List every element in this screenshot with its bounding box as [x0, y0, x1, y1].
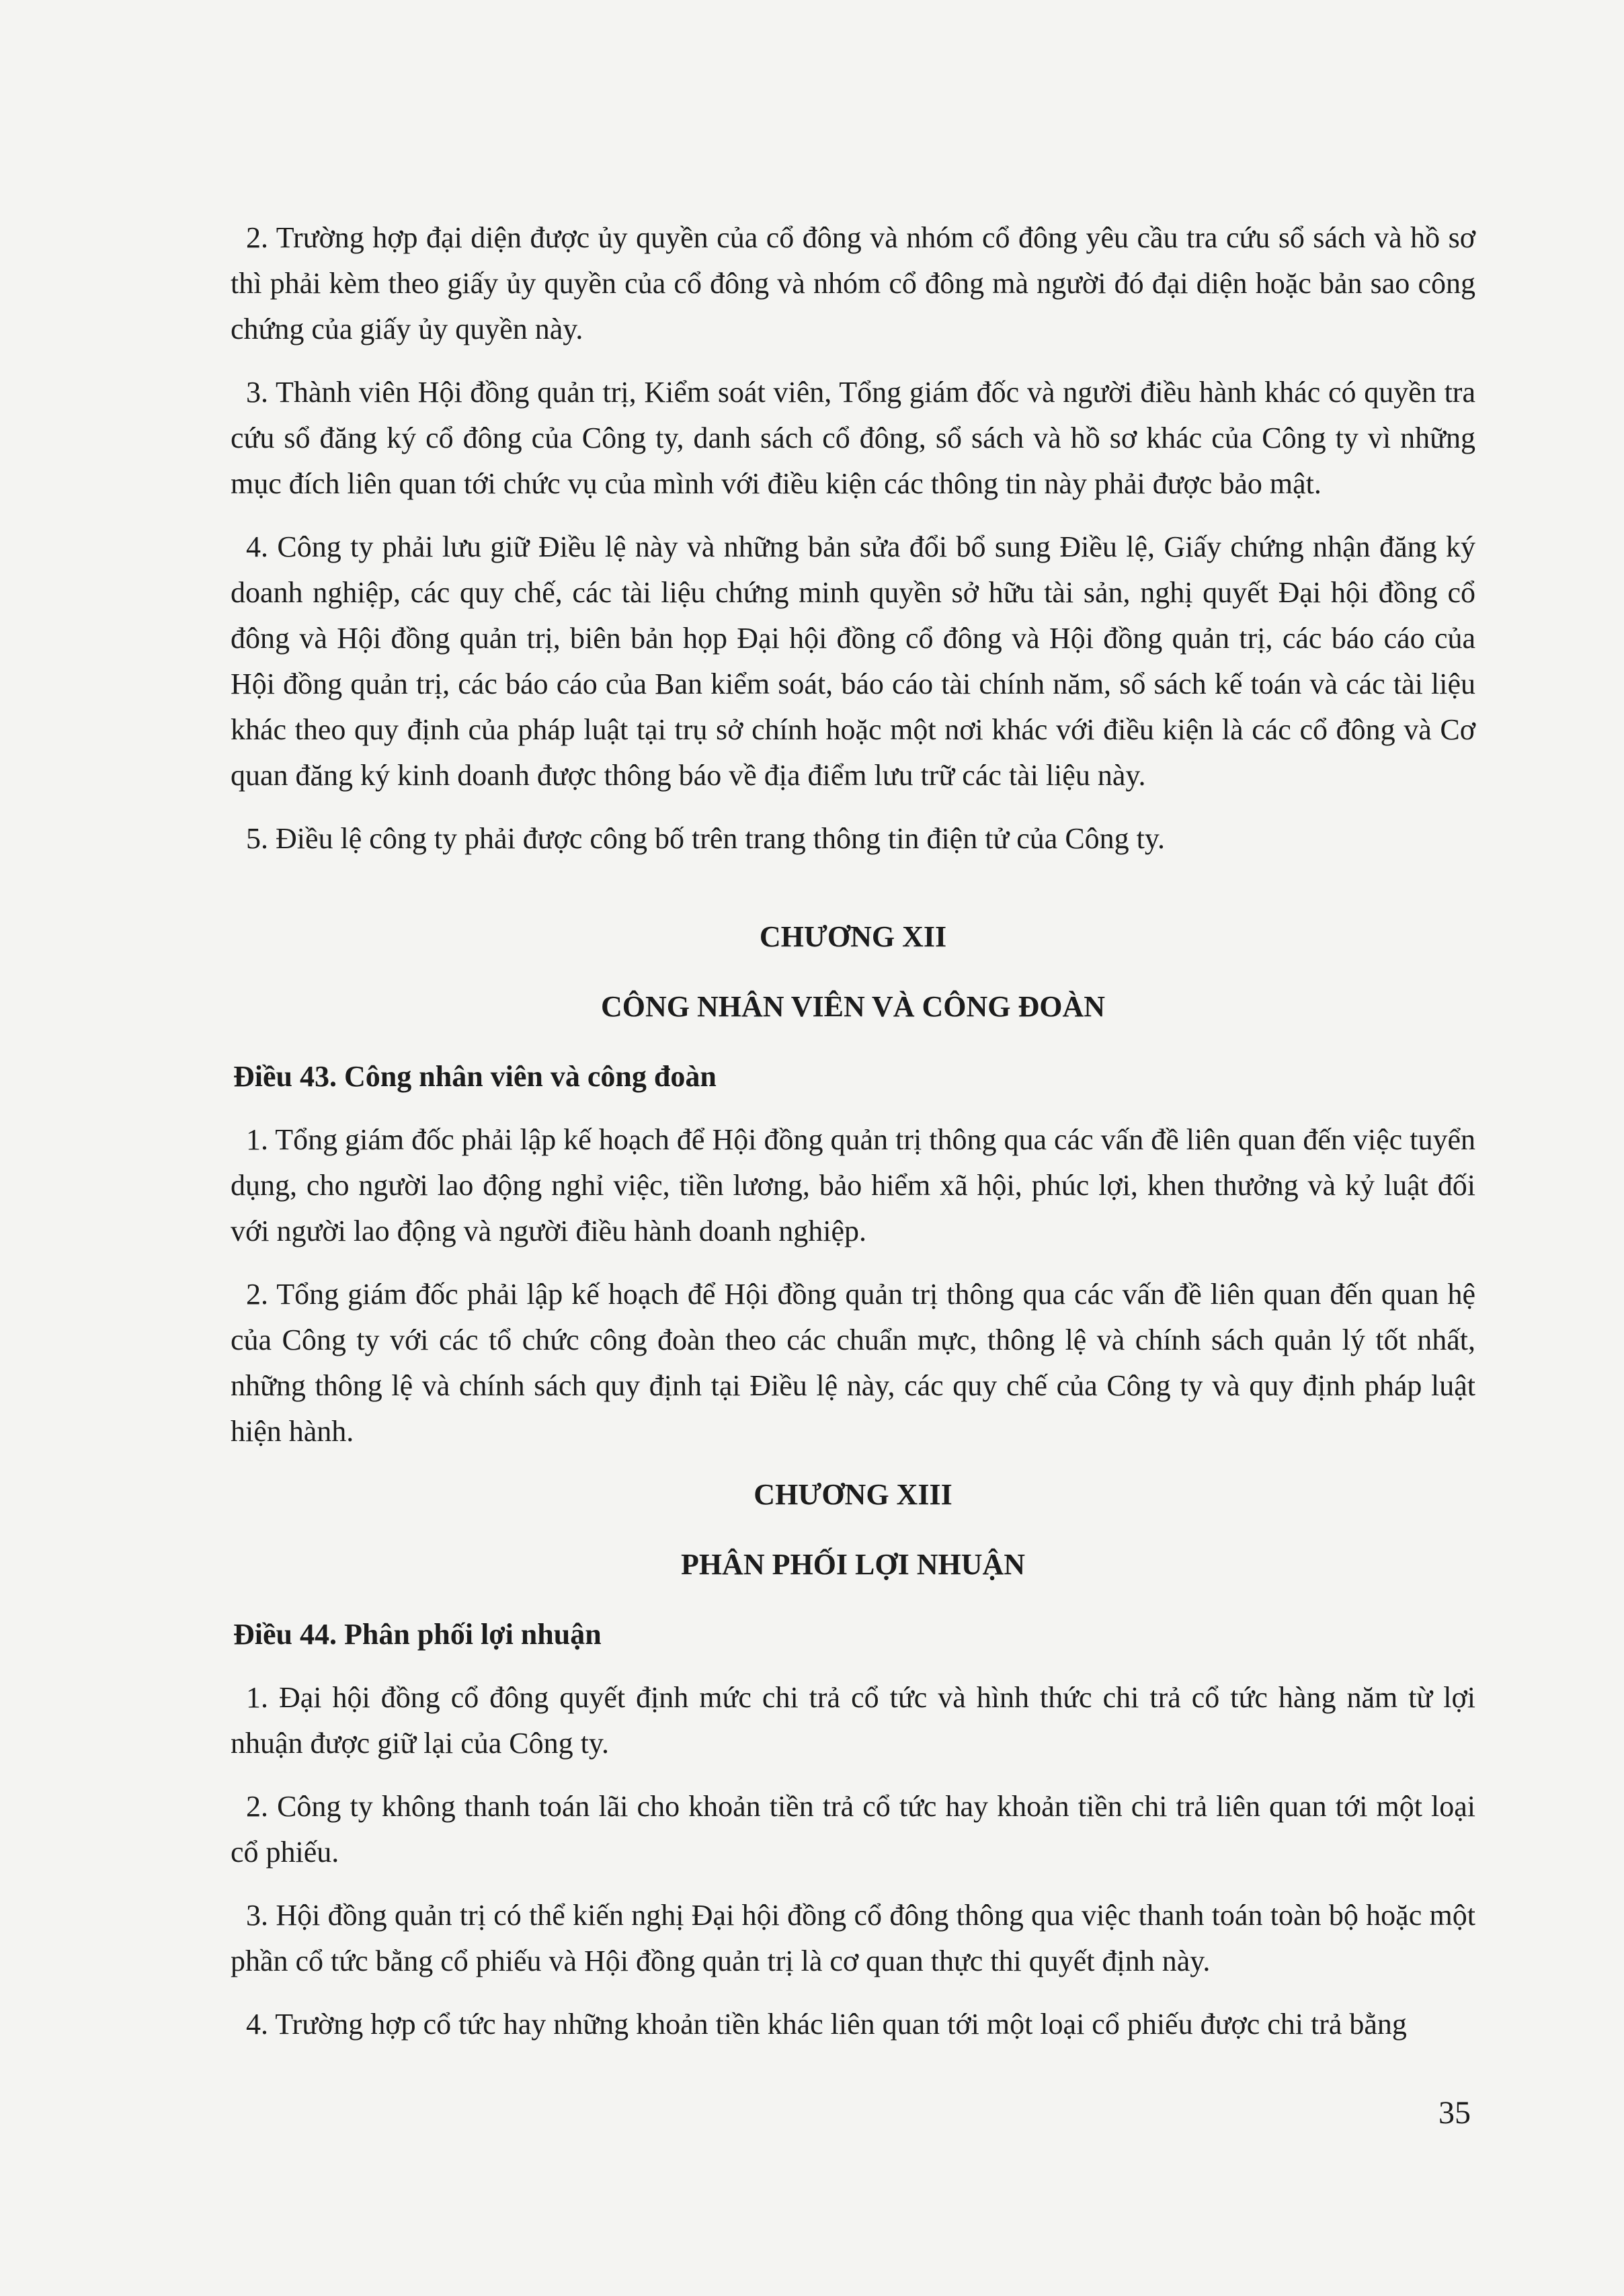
article-44-paragraph-3: 3. Hội đồng quản trị có thể kiến nghị Đại hội đồng cổ đông thông qua việc thanh toán toàn bộ hoặc một phần cổ tức bằng cổ phiếu và Hội đồng quản trị là cơ quan thực thi quyết định này. — [231, 1899, 1475, 1977]
article-44-paragraph-2: 2. Công ty không thanh toán lãi cho khoản tiền trả cổ tức hay khoản tiền chi trả liên quan tới một loại cổ phiếu. — [231, 1790, 1475, 1869]
chapter-13-title: PHÂN PHỐI LỢI NHUẬN — [680, 1548, 1026, 1581]
article-44-heading: Điều 44. Phân phối lợi nhuận — [233, 1618, 602, 1651]
paragraph-5-publication: 5. Điều lệ công ty phải được công bố trên trang thông tin điện tử của Công ty. — [246, 822, 1166, 855]
article-44-paragraph-4: 4. Trường hợp cổ tức hay những khoản tiền khác liên quan tới một loại cổ phiếu được chi trả bằng — [246, 2008, 1407, 2041]
paragraph-3-board-access: 3. Thành viên Hội đồng quản trị, Kiểm soát viên, Tổng giám đốc và người điều hành khác có quyền tra cứu sổ đăng ký cổ đông của Công ty, danh sách cổ đông, sổ sách và hồ sơ khác của Công ty vì những mục đích liên quan tới chức vụ của mình với điều kiện các thông tin này phải được bảo mật. — [231, 376, 1475, 500]
page-number: 35 — [1438, 2095, 1471, 2131]
chapter-13-number: CHƯƠNG XIII — [754, 1478, 952, 1511]
article-43-paragraph-1: 1. Tổng giám đốc phải lập kế hoạch để Hội đồng quản trị thông qua các vấn đề liên quan đến việc tuyển dụng, cho người lao động nghỉ việc, tiền lương, bảo hiểm xã hội, phúc lợi, khen thưởng và kỷ luật đối với người lao động và người điều hành doanh nghiệp. — [231, 1123, 1475, 1247]
article-44-paragraph-1: 1. Đại hội đồng cổ đông quyết định mức chi trả cổ tức và hình thức chi trả cổ tức hàng năm từ lợi nhuận được giữ lại của Công ty. — [231, 1681, 1475, 1760]
chapter-12-title: CÔNG NHÂN VIÊN VÀ CÔNG ĐOÀN — [600, 990, 1106, 1023]
chapter-12-number: CHƯƠNG XII — [759, 920, 947, 953]
page-body — [231, 215, 1475, 2065]
paragraph-2-proxy-lookup: 2. Trường hợp đại diện được ủy quyền của cổ đông và nhóm cổ đông yêu cầu tra cứu sổ sách và hồ sơ thì phải kèm theo giấy ủy quyền của cổ đông và nhóm cổ đông mà người đó đại diện hoặc bản sao công chứng của giấy ủy quyền này. — [231, 221, 1475, 345]
article-43-heading: Điều 43. Công nhân viên và công đoàn — [233, 1060, 717, 1093]
paragraph-4-record-keeping: 4. Công ty phải lưu giữ Điều lệ này và những bản sửa đổi bổ sung Điều lệ, Giấy chứng nhận đăng ký doanh nghiệp, các quy chế, các tài liệu chứng minh quyền sở hữu tài sản, nghị quyết Đại hội đồng cổ đông và Hội đồng quản trị, biên bản họp Đại hội đồng cổ đông và Hội đồng quản trị, các báo cáo của Hội đồng quản trị, các báo cáo của Ban kiểm soát, báo cáo tài chính năm, sổ sách kế toán và các tài liệu khác theo quy định của pháp luật tại trụ sở chính hoặc một nơi khác với điều kiện là các cổ đông và Cơ quan đăng ký kinh doanh được thông báo về địa điểm lưu trữ các tài liệu này. — [231, 530, 1475, 792]
article-43-paragraph-2: 2. Tổng giám đốc phải lập kế hoạch để Hội đồng quản trị thông qua các vấn đề liên quan đến quan hệ của Công ty với các tổ chức công đoàn theo các chuẩn mực, thông lệ và chính sách quản lý tốt nhất, những thông lệ và chính sách quy định tại Điều lệ này, các quy chế của Công ty và quy định pháp luật hiện hành. — [231, 1278, 1475, 1448]
